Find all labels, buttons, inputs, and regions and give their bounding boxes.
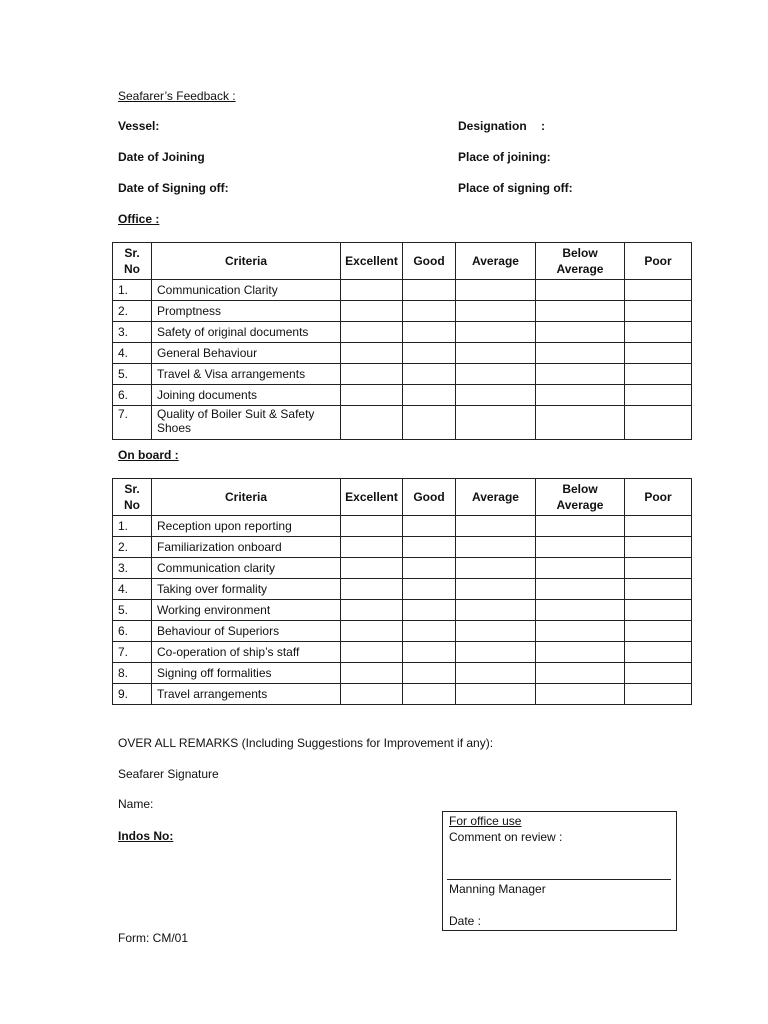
poor-cell[interactable] — [625, 280, 692, 301]
below-average-cell[interactable] — [536, 301, 625, 322]
header-good: Good — [403, 243, 456, 280]
average-cell[interactable] — [456, 558, 536, 579]
average-cell[interactable] — [456, 642, 536, 663]
sr-no: 7. — [113, 406, 152, 440]
below-average-cell[interactable] — [536, 280, 625, 301]
average-cell[interactable] — [456, 579, 536, 600]
average-cell[interactable] — [456, 537, 536, 558]
header-below-average: Below Average — [536, 243, 625, 280]
indos-no-label: Indos No: — [118, 829, 174, 843]
good-cell[interactable] — [403, 280, 456, 301]
header-below-average: Below Average — [536, 479, 625, 516]
place-of-signing-off-label: Place of signing off: — [458, 181, 573, 195]
average-cell[interactable] — [456, 600, 536, 621]
good-cell[interactable] — [403, 684, 456, 705]
name-label: Name: — [118, 797, 154, 811]
sr-no: 3. — [113, 322, 152, 343]
good-cell[interactable] — [403, 579, 456, 600]
poor-cell[interactable] — [625, 600, 692, 621]
table-row — [113, 406, 692, 440]
sr-no: 5. — [113, 600, 152, 621]
excellent-cell[interactable] — [341, 385, 403, 406]
criteria: Travel arrangements — [152, 684, 341, 705]
criteria: Familiarization onboard — [152, 537, 341, 558]
table-row — [113, 558, 692, 579]
header-criteria: Criteria — [152, 479, 341, 516]
below-average-cell[interactable] — [536, 537, 625, 558]
office-use-title: For office use — [449, 814, 522, 828]
table-row — [113, 301, 692, 322]
poor-cell[interactable] — [625, 621, 692, 642]
criteria: Behaviour of Superiors — [152, 621, 341, 642]
average-cell[interactable] — [456, 364, 536, 385]
poor-cell[interactable] — [625, 663, 692, 684]
good-cell[interactable] — [403, 343, 456, 364]
excellent-cell[interactable] — [341, 558, 403, 579]
poor-cell[interactable] — [625, 516, 692, 537]
table-row — [113, 600, 692, 621]
average-cell[interactable] — [456, 684, 536, 705]
place-of-joining-label: Place of joining: — [458, 150, 551, 164]
sr-no: 9. — [113, 684, 152, 705]
average-cell[interactable] — [456, 322, 536, 343]
average-cell[interactable] — [456, 516, 536, 537]
good-cell[interactable] — [403, 600, 456, 621]
table-row — [113, 322, 692, 343]
designation-colon: : — [541, 119, 545, 133]
office-table-header — [113, 243, 692, 280]
table-row — [113, 537, 692, 558]
poor-cell[interactable] — [625, 684, 692, 705]
header-average: Average — [456, 479, 536, 516]
designation-label: Designation — [458, 119, 527, 133]
sr-no: 6. — [113, 385, 152, 406]
criteria: Reception upon reporting — [152, 516, 341, 537]
sr-no: 4. — [113, 343, 152, 364]
good-cell[interactable] — [403, 301, 456, 322]
excellent-cell[interactable] — [341, 663, 403, 684]
good-cell[interactable] — [403, 322, 456, 343]
average-cell[interactable] — [456, 385, 536, 406]
sr-no: 8. — [113, 663, 152, 684]
sr-no: 2. — [113, 537, 152, 558]
header-poor: Poor — [625, 243, 692, 280]
below-average-cell[interactable] — [536, 516, 625, 537]
comment-underline — [447, 879, 671, 880]
table-row — [113, 364, 692, 385]
good-cell[interactable] — [403, 516, 456, 537]
date-label: Date : — [449, 914, 482, 928]
poor-cell[interactable] — [625, 385, 692, 406]
excellent-cell[interactable] — [341, 579, 403, 600]
good-cell[interactable] — [403, 663, 456, 684]
table-row — [113, 642, 692, 663]
sr-no: 4. — [113, 579, 152, 600]
below-average-cell[interactable] — [536, 663, 625, 684]
header-criteria: Criteria — [152, 243, 341, 280]
sr-no: 1. — [113, 280, 152, 301]
average-cell[interactable] — [456, 621, 536, 642]
good-cell[interactable] — [403, 642, 456, 663]
table-row — [113, 663, 692, 684]
seafarer-signature-label: Seafarer Signature — [118, 767, 219, 781]
header-sr-no: Sr. No — [113, 479, 152, 516]
below-average-cell[interactable] — [536, 579, 625, 600]
excellent-cell[interactable] — [341, 406, 403, 440]
criteria: Joining documents — [152, 385, 341, 406]
poor-cell[interactable] — [625, 364, 692, 385]
sr-no: 3. — [113, 558, 152, 579]
criteria: Travel & Visa arrangements — [152, 364, 341, 385]
excellent-cell[interactable] — [341, 280, 403, 301]
criteria: Taking over formality — [152, 579, 341, 600]
onboard-heading: On board : — [118, 448, 179, 462]
sr-no: 5. — [113, 364, 152, 385]
below-average-cell[interactable] — [536, 642, 625, 663]
below-average-cell[interactable] — [536, 600, 625, 621]
below-average-cell[interactable] — [536, 406, 625, 440]
manning-manager-label: Manning Manager — [449, 882, 546, 896]
office-feedback-table — [112, 242, 692, 440]
criteria: Communication clarity — [152, 558, 341, 579]
poor-cell[interactable] — [625, 642, 692, 663]
excellent-cell[interactable] — [341, 343, 403, 364]
good-cell[interactable] — [403, 558, 456, 579]
excellent-cell[interactable] — [341, 621, 403, 642]
criteria: Working environment — [152, 600, 341, 621]
table-row — [113, 280, 692, 301]
excellent-cell[interactable] — [341, 642, 403, 663]
below-average-cell[interactable] — [536, 558, 625, 579]
average-cell[interactable] — [456, 343, 536, 364]
criteria: Quality of Boiler Suit & Safety Shoes — [152, 406, 341, 440]
date-of-signing-off-label: Date of Signing off: — [118, 181, 229, 195]
poor-cell[interactable] — [625, 579, 692, 600]
criteria: Signing off formalities — [152, 663, 341, 684]
form-number: Form: CM/01 — [118, 931, 189, 945]
poor-cell[interactable] — [625, 406, 692, 440]
table-row — [113, 684, 692, 705]
header-excellent: Excellent — [341, 243, 403, 280]
excellent-cell[interactable] — [341, 364, 403, 385]
sr-no: 2. — [113, 301, 152, 322]
onboard-table-header — [113, 479, 692, 516]
form-title: Seafarer’s Feedback : — [118, 89, 236, 103]
table-row — [113, 343, 692, 364]
header-good: Good — [403, 479, 456, 516]
criteria: Co-operation of ship’s staff — [152, 642, 341, 663]
below-average-cell[interactable] — [536, 343, 625, 364]
average-cell[interactable] — [456, 663, 536, 684]
poor-cell[interactable] — [625, 322, 692, 343]
poor-cell[interactable] — [625, 558, 692, 579]
criteria: Safety of original documents — [152, 322, 341, 343]
sr-no: 6. — [113, 621, 152, 642]
below-average-cell[interactable] — [536, 621, 625, 642]
excellent-cell[interactable] — [341, 600, 403, 621]
good-cell[interactable] — [403, 406, 456, 440]
average-cell[interactable] — [456, 406, 536, 440]
good-cell[interactable] — [403, 385, 456, 406]
excellent-cell[interactable] — [341, 537, 403, 558]
good-cell[interactable] — [403, 621, 456, 642]
below-average-cell[interactable] — [536, 364, 625, 385]
criteria: Communication Clarity — [152, 280, 341, 301]
poor-cell[interactable] — [625, 343, 692, 364]
table-row — [113, 385, 692, 406]
date-of-joining-label: Date of Joining — [118, 150, 205, 164]
good-cell[interactable] — [403, 364, 456, 385]
poor-cell[interactable] — [625, 301, 692, 322]
criteria: General Behaviour — [152, 343, 341, 364]
excellent-cell[interactable] — [341, 516, 403, 537]
table-row — [113, 516, 692, 537]
poor-cell[interactable] — [625, 537, 692, 558]
table-row — [113, 621, 692, 642]
excellent-cell[interactable] — [341, 322, 403, 343]
below-average-cell[interactable] — [536, 385, 625, 406]
comment-on-review-label: Comment on review : — [449, 830, 563, 844]
criteria: Promptness — [152, 301, 341, 322]
vessel-label: Vessel: — [118, 119, 160, 133]
table-row — [113, 579, 692, 600]
office-use-box — [442, 811, 677, 931]
excellent-cell[interactable] — [341, 301, 403, 322]
sr-no: 7. — [113, 642, 152, 663]
average-cell[interactable] — [456, 301, 536, 322]
onboard-feedback-table — [112, 478, 692, 705]
excellent-cell[interactable] — [341, 684, 403, 705]
header-excellent: Excellent — [341, 479, 403, 516]
office-heading: Office : — [118, 212, 160, 226]
average-cell[interactable] — [456, 280, 536, 301]
header-sr-no: Sr. No — [113, 243, 152, 280]
good-cell[interactable] — [403, 537, 456, 558]
header-poor: Poor — [625, 479, 692, 516]
below-average-cell[interactable] — [536, 322, 625, 343]
sr-no: 1. — [113, 516, 152, 537]
header-average: Average — [456, 243, 536, 280]
overall-remarks-label: OVER ALL REMARKS (Including Suggestions for Improvement if any): — [118, 736, 494, 750]
below-average-cell[interactable] — [536, 684, 625, 705]
